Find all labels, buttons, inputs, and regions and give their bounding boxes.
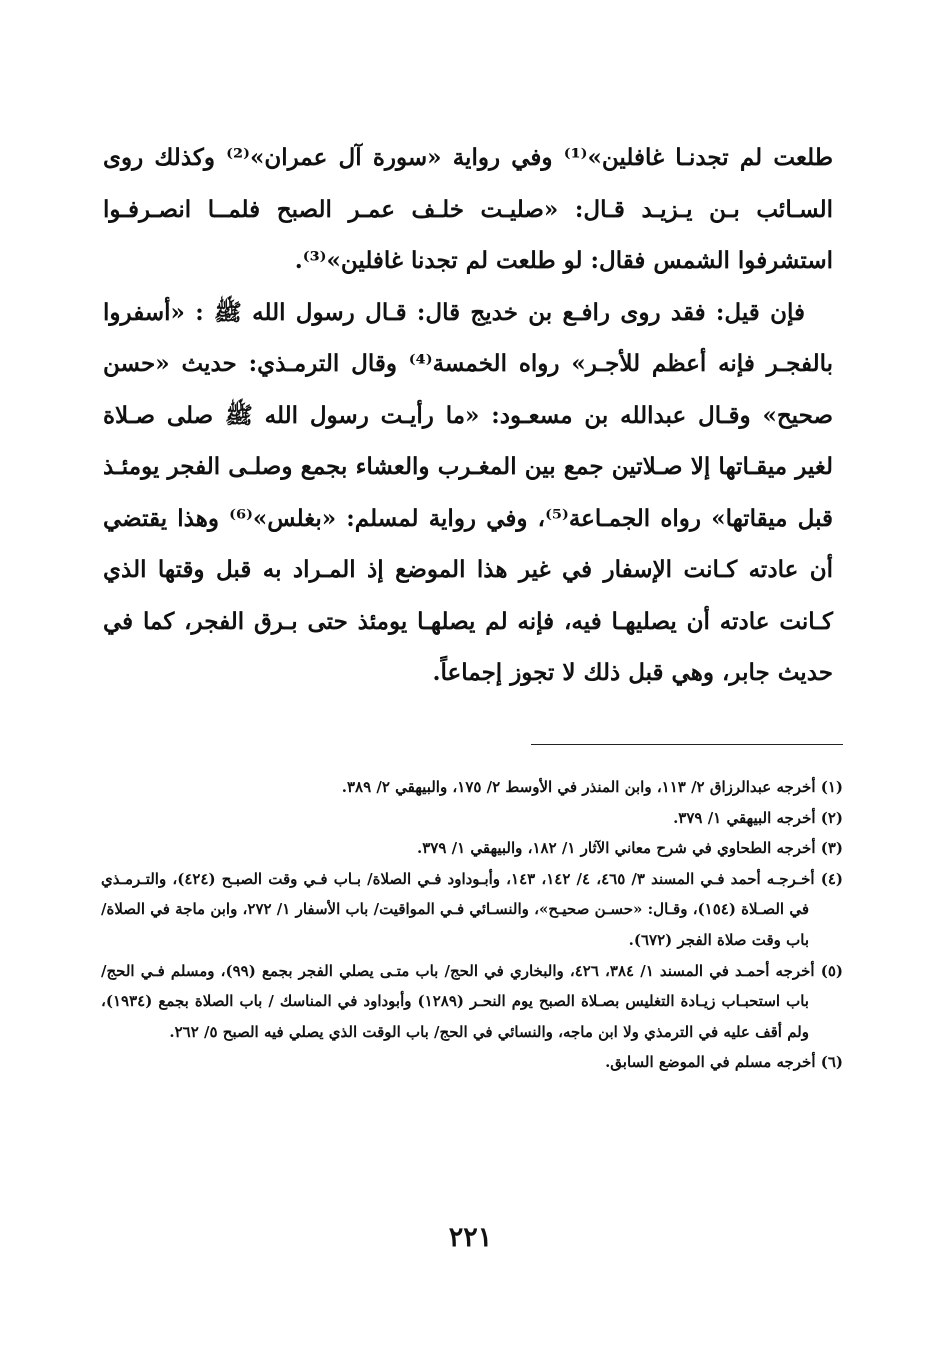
footnote-2: (٢) أخرجه البيهقي ١/ ٣٧٩. [673, 808, 843, 827]
footnote-6: (٦) أخرجه مسلم في الموضع السابق. [605, 1053, 843, 1072]
footnote-1: (١) أخرجه عبدالرزاق ٢/ ١١٣، وابن المنذر في الأوسط ٢/ ١٧٥، والبيهقي ٢/ ٣٨٩. [341, 778, 843, 796]
footnotes-list [101, 772, 843, 1078]
main-text-block [103, 132, 833, 699]
footnote-4: (٤) أخـرجـه أحمد فـي المسند ٣/ ٤٦٥، ٤/ ١٤٢، ١٤٣، وأبـوداود فـي الصلاة/ بـاب فـي وقت الصبـح (٤٢٤)، والتـرمـذي في الصـلاة (١٥٤)، وقـال: «حسـن صحيـح»، والنسـائي فـي المواقيت/ باب الأسفار ١/ ٢٧٢، وابن ماجة في الصلاة/ باب وقت صلاة الفجر (٦٧٢). [101, 869, 844, 949]
footnote-divider [531, 744, 843, 745]
paragraph-2: فإن قيل: فقد روى رافـع بن خديج قال: قـال رسول الله ﷺ : «أسفروا بالفجـر فإنه أعظم للأجـر» رواه الخمسة⁽⁴⁾ وقال الترمـذي: حديث «حسن صحيح» وقـال عبدالله بن مسعـود: «ما رأيـت رسول الله ﷺ صلى صـلاة لغير ميقـاتها إلا صـلاتين جمع بين المغـرب والعشاء بجمع وصلـى الفجر يومئـذ قبل ميقاتها» رواه الجمـاعة⁽⁵⁾، وفي رواية لمسلم: «بغلس»⁽⁶⁾ وهذا يقتضي أن عادته كـانت الإسفار في غير هذا الموضع إذ المـراد به قبل وقتها الذي كـانت عادته أن يصليهـا فيه، فإنه لم يصلهـا يومئذ حتى بـرق الفجر، كما في حديث جابر، وهي قبل ذلك لا تجوز إجماعاً. [103, 298, 834, 686]
footnote-5: (٥) أخرجه أحمـد في المسند ١/ ٣٨٤، ٤٢٦، والبخاري في الحج/ باب متـى يصلي الفجر بجمع (٩٩)، ومسلم فـي الحج/ باب استحبـاب زيـادة التغليس بصـلاة الصبح يوم النحـر (١٢٨٩) وأبوداود في المناسك / باب الصلاة بجمع (١٩٣٤)، ولم أقف عليه في الترمذي ولا ابن ماجه، والنسائي في الحج/ باب الوقت الذي يصلي فيه الصبح ٥/ ٢٦٢. [101, 961, 843, 1041]
page-number: ٢٢١ [448, 1222, 493, 1253]
footnote-3: (٣) أخرجه الطحاوي في شرح معاني الآثار ١/ ١٨٢، والبيهقي ١/ ٣٧٩. [416, 839, 843, 858]
paragraph-1: طلعت لم تجدنـا غافلين»⁽¹⁾ وفي رواية «سورة آل عمران»⁽²⁾ وكذلك روى السـائب بـن يـزيـد قـال: «صليـت خلـف عمـر الصبح فلمــا انصـرفـوا استشرفوا الشمس فقال: لو طلعت لم تجدنا غافلين»⁽³⁾. [103, 144, 833, 274]
